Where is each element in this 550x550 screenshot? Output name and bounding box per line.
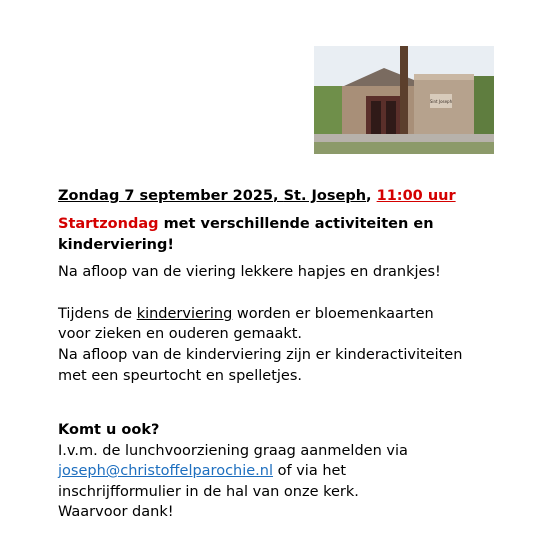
kids-paragraph-line2: voor zieken en ouderen gemaakt. [58,326,303,342]
kids-paragraph-line4: met een speurtocht en spelletjes. [58,368,303,384]
cta-line2 [58,461,346,481]
cta-line2-rest: of via het [273,463,347,479]
event-date: Zondag 7 september 2025 [58,188,274,204]
event-location: St. Joseph [283,188,367,204]
email-link[interactable]: joseph@christoffelparochie.nl [58,463,274,479]
cta-line4: Waarvoor dank! [58,504,174,520]
church-photo [314,46,494,154]
cta-line1: I.v.m. de lunchvoorziening graag aanmelden via [58,443,408,459]
event-subtitle-line2: kinderviering! [58,237,174,253]
kids-paragraph-line1 [58,304,434,324]
cta-line3: inschrijfformulier in de hal van onze kerk. [58,484,359,500]
heading-separator: , [366,188,377,204]
event-subtitle [58,214,434,234]
kids-text: Tijdens de [58,306,137,322]
kinderviering-term: kinderviering [136,306,233,322]
event-heading [58,186,456,206]
kids-text: worden er bloemenkaarten [232,306,434,322]
event-time: 11:00 uur [376,188,456,204]
subtitle-rest: met verschillende activiteiten en [158,216,434,232]
after-service-text: Na afloop van de viering lekkere hapjes en drankjes! [58,264,441,280]
kids-paragraph-line3: Na afloop van de kinderviering zijn er kinderactiviteiten [58,347,463,363]
church-sign-text: Sint Joseph [429,99,453,104]
heading-separator: , [273,188,284,204]
startzondag-label: Startzondag [58,216,159,232]
cta-title: Komt u ook? [58,422,160,438]
